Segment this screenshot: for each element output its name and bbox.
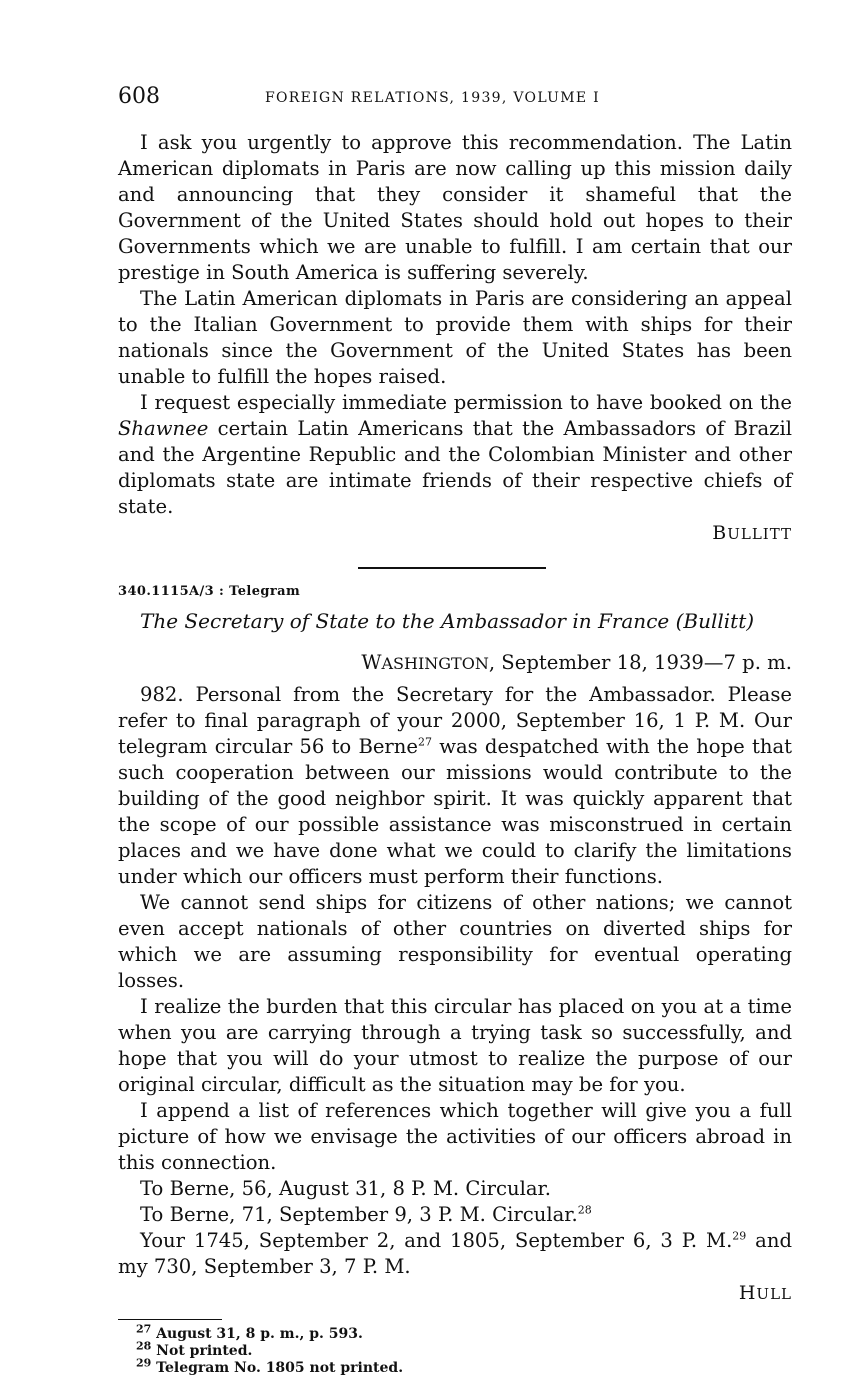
page-header <box>118 84 792 114</box>
footnote-ref: 28 <box>577 1203 592 1217</box>
document-body <box>118 130 792 1377</box>
reference-item: Your 1745, September 2, and 1805, September 6, 3 P. M.$^{29}$ and my 730, September 3, 7 P. M. <box>118 1229 792 1278</box>
ship-name: Shawnee <box>118 417 209 440</box>
signature-bullitt: BULLITT <box>712 522 792 544</box>
running-head: FOREIGN RELATIONS, 1939, VOLUME I <box>265 90 600 106</box>
paragraph: I ask you urgently to approve this recommendation. The Latin American diplomats in Paris are now calling up this mission daily and announcing that they consider it shameful that the Government of the United States should hold out hopes to their Governments which we are unable to fulfill. I am certain that our prestige in South America is suffering severely. <box>118 131 792 284</box>
paragraph-text: certain Latin Americans that the Ambassadors of Brazil and the Argentine Republic and the Colombian Minister and other diplomats state are intimate friends of their respective chiefs of state. <box>118 417 792 518</box>
paragraph: The Latin American diplomats in Paris are considering an appeal to the Italian Government to provide them with ships for their nationals since the Government of the United States has been unable to fulfill the hopes raised. <box>118 287 792 388</box>
paragraph-text: I request especially immediate permission to have booked on the <box>140 391 792 414</box>
page-number: 608 <box>118 84 160 109</box>
paragraph: I realize the burden that this circular has placed on you at a time when you are carrying through a trying task so successfully, and hope that you will do your utmost to realize the purpose of our original circular, difficult as the situation may be for you. <box>118 995 792 1096</box>
dateline: WASHINGTON, September 18, 1939—7 p. m. <box>361 651 792 674</box>
paragraph <box>118 390 792 520</box>
signature-hull: HULL <box>738 1282 792 1304</box>
footnote-ref: 27 <box>418 735 433 749</box>
reference-item: To Berne, 71, September 9, 3 P. M. Circular.$^{28}$ <box>140 1203 592 1226</box>
paragraph: We cannot send ships for citizens of other nations; we cannot even accept nationals of other countries on diverted ships for which we are assuming responsibility for eventual operating losses. <box>118 891 792 992</box>
section-divider <box>358 567 546 569</box>
footnote-ref: 29 <box>732 1229 747 1243</box>
footnote: $^{29}$ Telegram No. 1805 not printed. <box>136 1356 404 1376</box>
reference-item: To Berne, 56, August 31, 8 P. M. Circular. <box>140 1177 551 1200</box>
footnote-divider <box>118 1319 222 1320</box>
paragraph: 982. Personal from the Secretary for the Ambassador. Please refer to final paragraph of your 2000, September 16, 1 P. M. Our telegram circular 56 to Berne$^{27}$ was despatched with the hope that such cooperation between our missions would contribute to the building of the good neighbor spirit. It was quickly apparent that the scope of our possible assistance was misconstrued in certain places and we have done what we could to clarify the limitations under which our officers must perform their functions. <box>118 683 792 888</box>
footnote: $^{28}$ Not printed. <box>136 1339 253 1359</box>
document-title: The Secretary of State to the Ambassador in France (Bullitt) <box>140 609 755 633</box>
file-reference: 340.1115A/3 : Telegram <box>118 584 301 599</box>
footnote: $^{27}$ August 31, 8 p. m., p. 593. <box>136 1322 363 1342</box>
paragraph: I append a list of references which together will give you a full picture of how we envisage the activities of our officers abroad in this connection. <box>118 1099 792 1174</box>
